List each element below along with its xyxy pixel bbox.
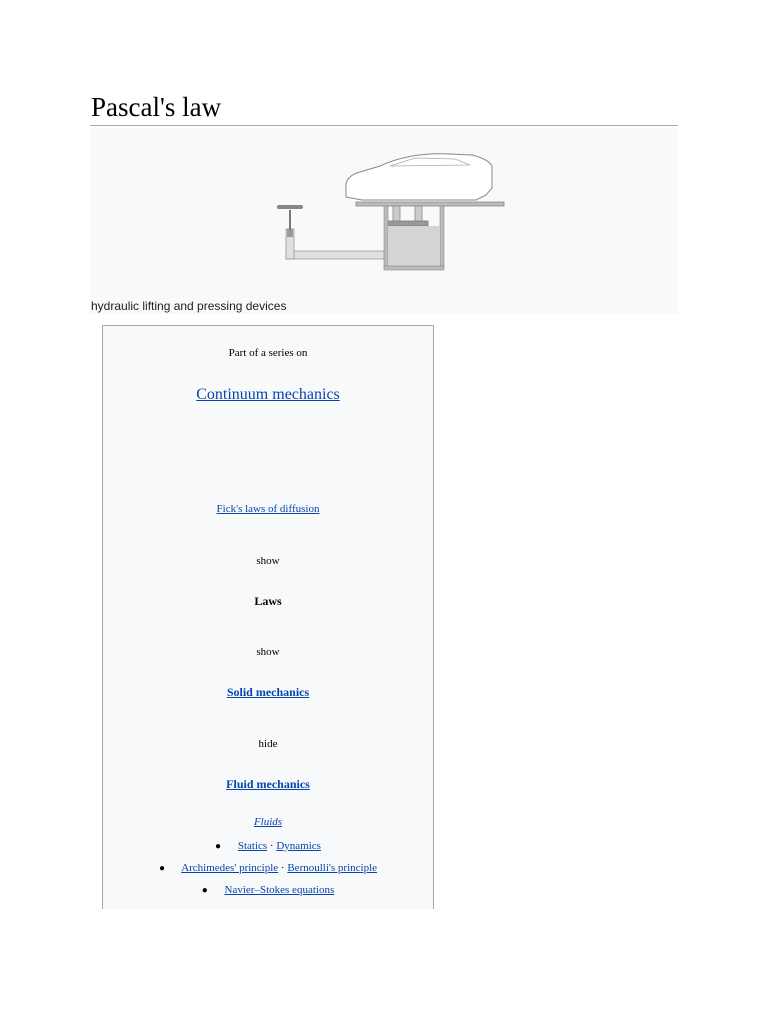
show-toggle-laws[interactable]: show [256, 555, 280, 567]
separator: · [280, 862, 288, 874]
show-toggle-solid[interactable]: show [256, 646, 280, 658]
hydraulic-lift-figure[interactable] [90, 128, 678, 314]
title-divider [90, 125, 678, 126]
series-prefix: Part of a series on [228, 347, 308, 359]
bernoullis-principle-link[interactable]: Bernoulli's principle [287, 862, 378, 874]
hydraulic-lift-diagram-icon [90, 128, 678, 314]
bullet-archimedes-bernoulli [103, 862, 433, 874]
solid-mechanics-link[interactable]: Solid mechanics [226, 685, 310, 699]
page-title: Pascal's law [91, 92, 222, 122]
continuum-mechanics-link[interactable]: Continuum mechanics [196, 386, 340, 403]
series-infobox [102, 325, 434, 909]
fluids-link[interactable]: Fluids [253, 816, 283, 828]
archimedes-principle-link[interactable]: Archimedes' principle [181, 862, 279, 874]
bullet-navier-stokes [103, 884, 433, 896]
bullet-statics-dynamics [103, 840, 433, 852]
separator: · [269, 840, 277, 852]
figure-caption: hydraulic lifting and pressing devices [91, 299, 287, 313]
ficks-laws-link[interactable]: Fick's laws of diffusion [216, 503, 320, 515]
bullet-icon: ● [158, 863, 166, 874]
hide-toggle-fluid[interactable]: hide [258, 738, 278, 750]
navier-stokes-link[interactable]: Navier–Stokes equations [224, 884, 335, 896]
statics-link[interactable]: Statics [237, 840, 268, 852]
bullet-icon: ● [201, 885, 208, 896]
laws-heading: Laws [254, 594, 282, 608]
dynamics-link[interactable]: Dynamics [276, 840, 321, 852]
bullet-icon: ● [215, 841, 222, 852]
fluid-mechanics-link[interactable]: Fluid mechanics [226, 777, 310, 791]
